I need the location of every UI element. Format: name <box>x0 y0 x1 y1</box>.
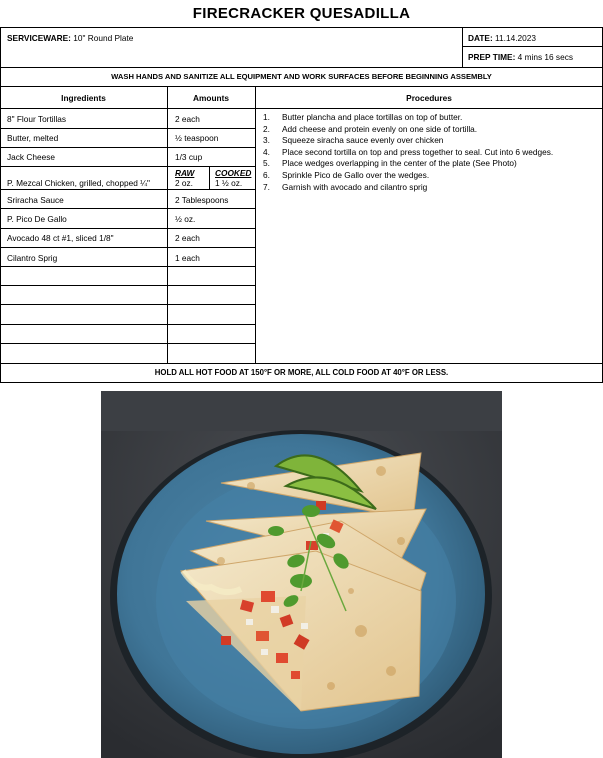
row-divider <box>0 266 256 267</box>
cooked-amount: 1 ½ oz. <box>215 178 243 188</box>
procedure-step: 7. Garnish with avocado and cilantro sprig <box>263 181 428 192</box>
prep-time-value: 4 mins 16 secs <box>517 52 573 62</box>
ingredient-amount: ½ oz. <box>175 214 196 224</box>
sanitize-banner: WASH HANDS AND SANITIZE ALL EQUIPMENT AND WORK SURFACES BEFORE BEGINNING ASSEMBLY <box>111 72 492 81</box>
divider <box>462 46 603 47</box>
serviceware-field <box>7 33 133 43</box>
row-divider <box>0 228 256 229</box>
divider <box>0 86 603 87</box>
ingredient-name: Butter, melted <box>7 133 59 143</box>
procedures-list <box>263 112 553 193</box>
ingredient-name: Cilantro Sprig <box>7 253 58 263</box>
amounts-header: Amounts <box>193 93 229 103</box>
procedure-step: 4. Place second tortilla on top and press together to seal. Cut into 6 wedges. <box>263 146 554 157</box>
divider <box>209 166 210 189</box>
row-divider <box>0 208 256 209</box>
row-divider <box>0 285 256 286</box>
divider <box>0 363 603 364</box>
divider <box>0 67 603 68</box>
row-divider <box>0 189 256 190</box>
ingredient-amount: 2 each <box>175 114 200 124</box>
prep-time-field <box>468 52 573 62</box>
divider <box>462 27 463 67</box>
serviceware-label: SERVICEWARE: <box>7 33 71 43</box>
procedure-step: 2. Add cheese and protein evenly on one side of tortilla. <box>263 123 478 134</box>
row-divider <box>0 343 256 344</box>
plated-dish-photo <box>101 391 502 758</box>
row-divider <box>0 128 256 129</box>
ingredient-amount: 2 Tablespoons <box>175 195 229 205</box>
procedures-header: Procedures <box>406 93 452 103</box>
row-divider <box>0 166 256 167</box>
ingredient-name: Jack Cheese <box>7 152 55 162</box>
procedure-step: 5. Place wedges overlapping in the center of the plate (See Photo) <box>263 158 517 169</box>
ingredient-amount: 1 each <box>175 253 200 263</box>
ingredient-amount: 1/3 cup <box>175 152 203 162</box>
row-divider <box>0 324 256 325</box>
page-title: FIRECRACKER QUESADILLA <box>192 5 411 22</box>
ingredients-header: Ingredients <box>61 93 106 103</box>
date-field <box>468 33 536 43</box>
procedure-step: 3. Squeeze siracha sauce evenly over chicken <box>263 135 444 146</box>
ingredient-name: P. Mezcal Chicken, grilled, chopped ¼" <box>7 178 150 188</box>
procedure-step: 6. Sprinkle Pico de Gallo over the wedges. <box>263 169 430 180</box>
row-divider <box>0 247 256 248</box>
divider <box>0 382 603 383</box>
divider <box>0 27 603 28</box>
divider <box>0 108 603 109</box>
ingredient-name: Sriracha Sauce <box>7 195 64 205</box>
cooked-label: COOKED <box>215 168 252 178</box>
ingredient-name: 8" Flour Tortillas <box>7 114 67 124</box>
row-divider <box>0 304 256 305</box>
date-value: 11.14.2023 <box>495 33 536 43</box>
row-divider <box>0 147 256 148</box>
ingredient-name: Avocado 48 ct #1, sliced 1/8" <box>7 233 114 243</box>
prep-time-label: PREP TIME: <box>468 52 516 62</box>
food-temp-banner: HOLD ALL HOT FOOD AT 150°F OR MORE, ALL COLD FOOD AT 40°F OR LESS. <box>154 368 449 377</box>
date-label: DATE: <box>468 33 493 43</box>
raw-label: RAW <box>175 168 195 178</box>
serviceware-value: 10" Round Plate <box>73 33 134 43</box>
procedure-step: 1. Butter plancha and place tortillas on top of butter. <box>263 112 463 122</box>
raw-amount: 2 oz. <box>175 178 193 188</box>
ingredient-amount: ½ teaspoon <box>175 133 219 143</box>
ingredient-name: P. Pico De Gallo <box>7 214 67 224</box>
ingredient-amount: 2 each <box>175 233 200 243</box>
